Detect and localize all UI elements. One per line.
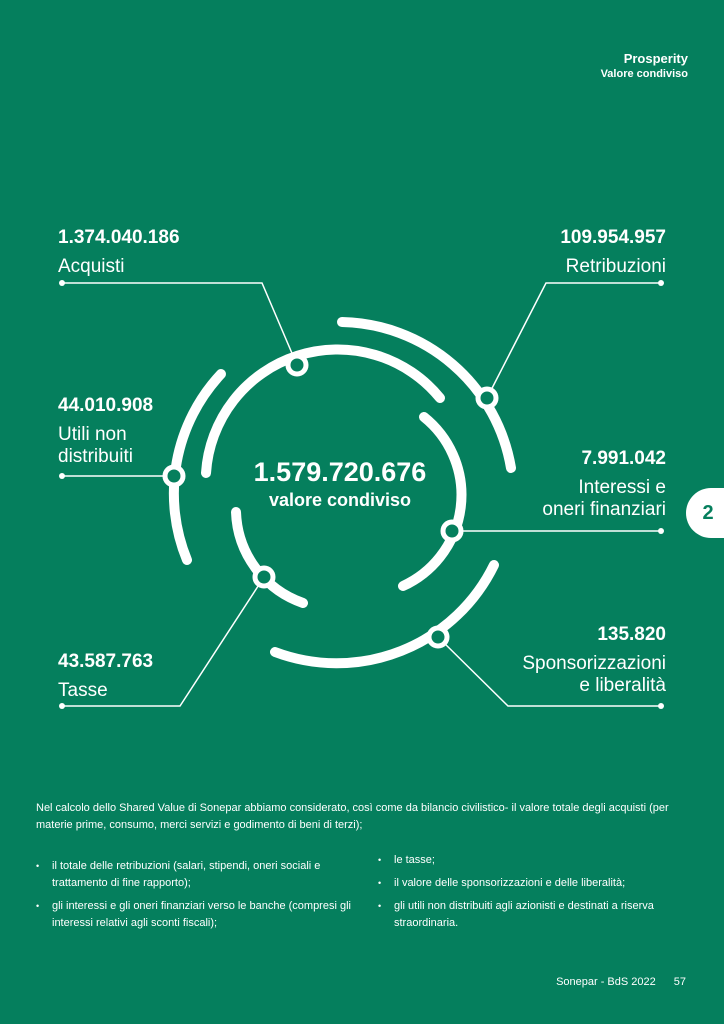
item-value: 7.991.042 xyxy=(581,448,666,469)
section-title: Prosperity xyxy=(623,51,688,66)
item-label: Retribuzioni xyxy=(565,256,666,277)
dot-interessi-end xyxy=(658,528,664,534)
arc-middle-top xyxy=(206,349,440,473)
node-interessi xyxy=(443,522,461,540)
intro-paragraph: Nel calcolo dello Shared Value di Sonepar abbiamo considerato, così come da bilancio civilistico- il valore totale degli acquisti (per materie prime, consumo, merci servizi e godimento di beni di terzi); xyxy=(36,802,669,831)
dot-tasse-end xyxy=(59,703,65,709)
node-tasse xyxy=(255,568,273,586)
item-label-line2: e liberalità xyxy=(579,675,666,696)
item-value: 1.374.040.186 xyxy=(58,227,180,248)
item-acquisti xyxy=(58,227,180,278)
list-item: • le tasse; xyxy=(378,852,696,869)
item-utili xyxy=(58,395,153,468)
node-sponsorizzazioni xyxy=(429,628,447,646)
item-value: 109.954.957 xyxy=(560,227,666,248)
item-tasse xyxy=(58,651,153,702)
item-label: Acquisti xyxy=(58,256,125,277)
list-item: • gli interessi e gli oneri finanziari verso le banche (compresi gli interessi relativi agli sconti fiscali); xyxy=(36,898,356,932)
item-value: 44.010.908 xyxy=(58,395,154,416)
item-label: Tasse xyxy=(58,680,108,701)
dot-utili-end xyxy=(59,473,65,479)
item-value: 43.587.763 xyxy=(58,651,154,672)
bullet-list-right xyxy=(378,852,696,938)
connector-acquisti xyxy=(62,283,297,365)
total-label: valore condiviso xyxy=(268,490,412,510)
item-label-line2: distribuiti xyxy=(58,446,133,467)
list-item: • il totale delle retribuzioni (salari, stipendi, oneri sociali e trattamento di fine rapporto); xyxy=(36,858,356,892)
bullet-list-left xyxy=(36,858,356,938)
item-retribuzioni xyxy=(560,227,666,278)
subsection-title: Valore condiviso xyxy=(600,68,688,80)
arc-inner-left xyxy=(236,512,303,603)
connector-retribuzioni xyxy=(487,283,661,398)
page-footer xyxy=(556,976,686,988)
node-acquisti xyxy=(288,356,306,374)
item-sponsorizzazioni xyxy=(522,624,666,697)
list-item: • gli utili non distribuiti agli azionisti e destinati a riserva straordinaria. xyxy=(378,898,696,932)
footer-text: Sonepar - BdS 2022 xyxy=(556,976,656,988)
dot-acquisti-end xyxy=(59,280,65,286)
item-interessi xyxy=(542,448,666,521)
item-label-line2: oneri finanziari xyxy=(542,499,666,520)
dot-retribuzioni-end xyxy=(658,280,664,286)
node-utili xyxy=(165,467,183,485)
page-number: 57 xyxy=(673,976,686,988)
list-item: • il valore delle sponsorizzazioni e delle liberalità; xyxy=(378,875,696,892)
item-label-line1: Utili non xyxy=(58,424,127,445)
center-total xyxy=(190,456,490,512)
item-label-line1: Sponsorizzazioni xyxy=(522,653,666,674)
item-value: 135.820 xyxy=(597,624,666,645)
item-label-line1: Interessi e xyxy=(578,477,666,498)
arc-outer-bottom xyxy=(275,565,494,663)
dot-sponsorizzazioni-end xyxy=(658,703,664,709)
total-value: 1.579.720.676 xyxy=(253,457,427,487)
chapter-tab: 2 xyxy=(686,488,724,538)
node-retribuzioni xyxy=(478,389,496,407)
